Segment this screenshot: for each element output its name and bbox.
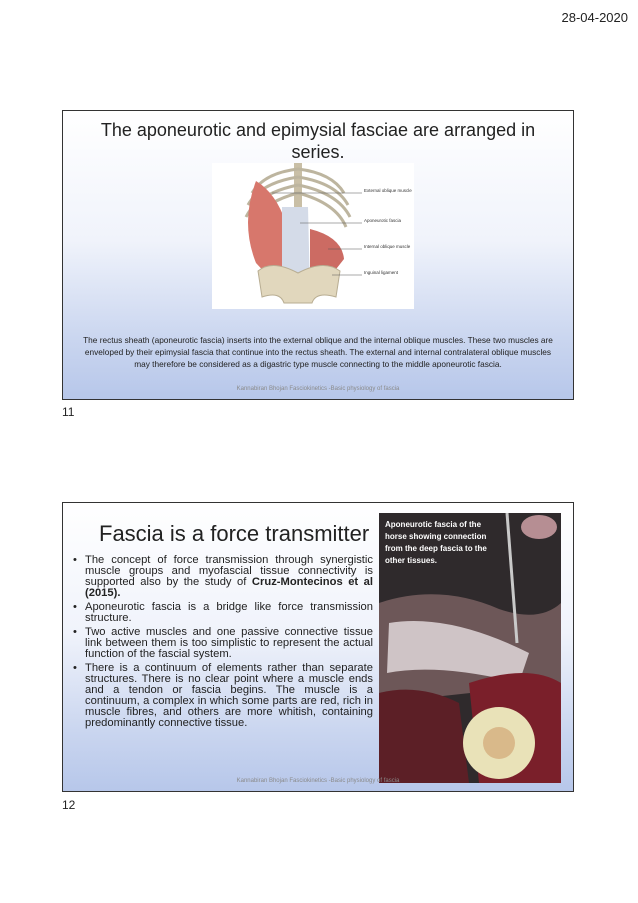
label-internal-oblique: Internal oblique muscle bbox=[364, 244, 411, 249]
label-inguinal-ligament: Inguinal ligament bbox=[364, 270, 399, 275]
label-aponeurotic-fascia: Aponeurotic fascia bbox=[364, 218, 402, 223]
horse-fascia-photo bbox=[379, 513, 561, 783]
photo-caption: Aponeurotic fascia of the horse showing connection from the deep fascia to the other tissues. bbox=[385, 520, 487, 565]
bullet-symbol: • bbox=[73, 626, 77, 638]
bullet-item bbox=[73, 663, 373, 729]
bullet-symbol: • bbox=[73, 601, 77, 613]
slide-12-footer: Kannabiran Bhojan Fasciokinetics -Basic physiology of fascia bbox=[236, 778, 400, 784]
slide-12 bbox=[62, 502, 574, 792]
bullet-text: There is a continuum of elements rather than separate structures. There is no clear point where a muscle ends and a tendon or fascia begins. The muscle is a continuum, a complex in which some parts are red, rich in muscle fibres, and others are more whitish, containing predominantly connective tissue. bbox=[85, 662, 373, 729]
bullet-symbol: • bbox=[73, 662, 77, 674]
page-number-11: 11 bbox=[62, 405, 75, 419]
page-number-12: 12 bbox=[62, 798, 76, 812]
abdominal-muscles-illustration bbox=[212, 163, 414, 309]
citation-text: Cruz-Montecinos et al (2015). bbox=[85, 576, 374, 599]
slide-11-title: The aponeurotic and epimysial fasciae are arranged in series. bbox=[100, 120, 536, 162]
slide-11 bbox=[62, 110, 574, 400]
slide-11-caption: The rectus sheath (aponeurotic fascia) inserts into the external oblique and the internal oblique muscles. These two muscles are enveloped by their epimysial fascia that continue into the rectus sheath. The external and internal contralateral oblique muscles may therefore be considered as a digastric type muscle connecting to the middle aponeurotic fascia. bbox=[83, 335, 553, 369]
bullet-item bbox=[73, 602, 373, 624]
bullet-list bbox=[73, 555, 373, 732]
bullet-text: Two active muscles and one passive connective tissue link between them is too simplistic to represent the actual function of the fascial system. bbox=[85, 626, 373, 660]
bullet-item bbox=[73, 627, 373, 660]
abdomen-anatomy-drawing bbox=[212, 163, 414, 309]
bullet-symbol: • bbox=[73, 554, 77, 566]
bullet-item bbox=[73, 555, 373, 599]
slide-11-footer: Kannabiran Bhojan Fasciokinetics -Basic physiology of fascia bbox=[236, 386, 400, 392]
document-date: 28-04-2020 bbox=[561, 10, 628, 25]
bullet-text: The concept of force transmission through synergistic muscle groups and myofascial tissue connectivity is supported also by the study of bbox=[85, 554, 373, 588]
slide-12-title: Fascia is a force transmitter bbox=[99, 521, 370, 546]
label-external-oblique: External oblique muscle bbox=[364, 188, 412, 193]
bullet-text: Aponeurotic fascia is a bridge like force transmission structure. bbox=[85, 601, 373, 624]
